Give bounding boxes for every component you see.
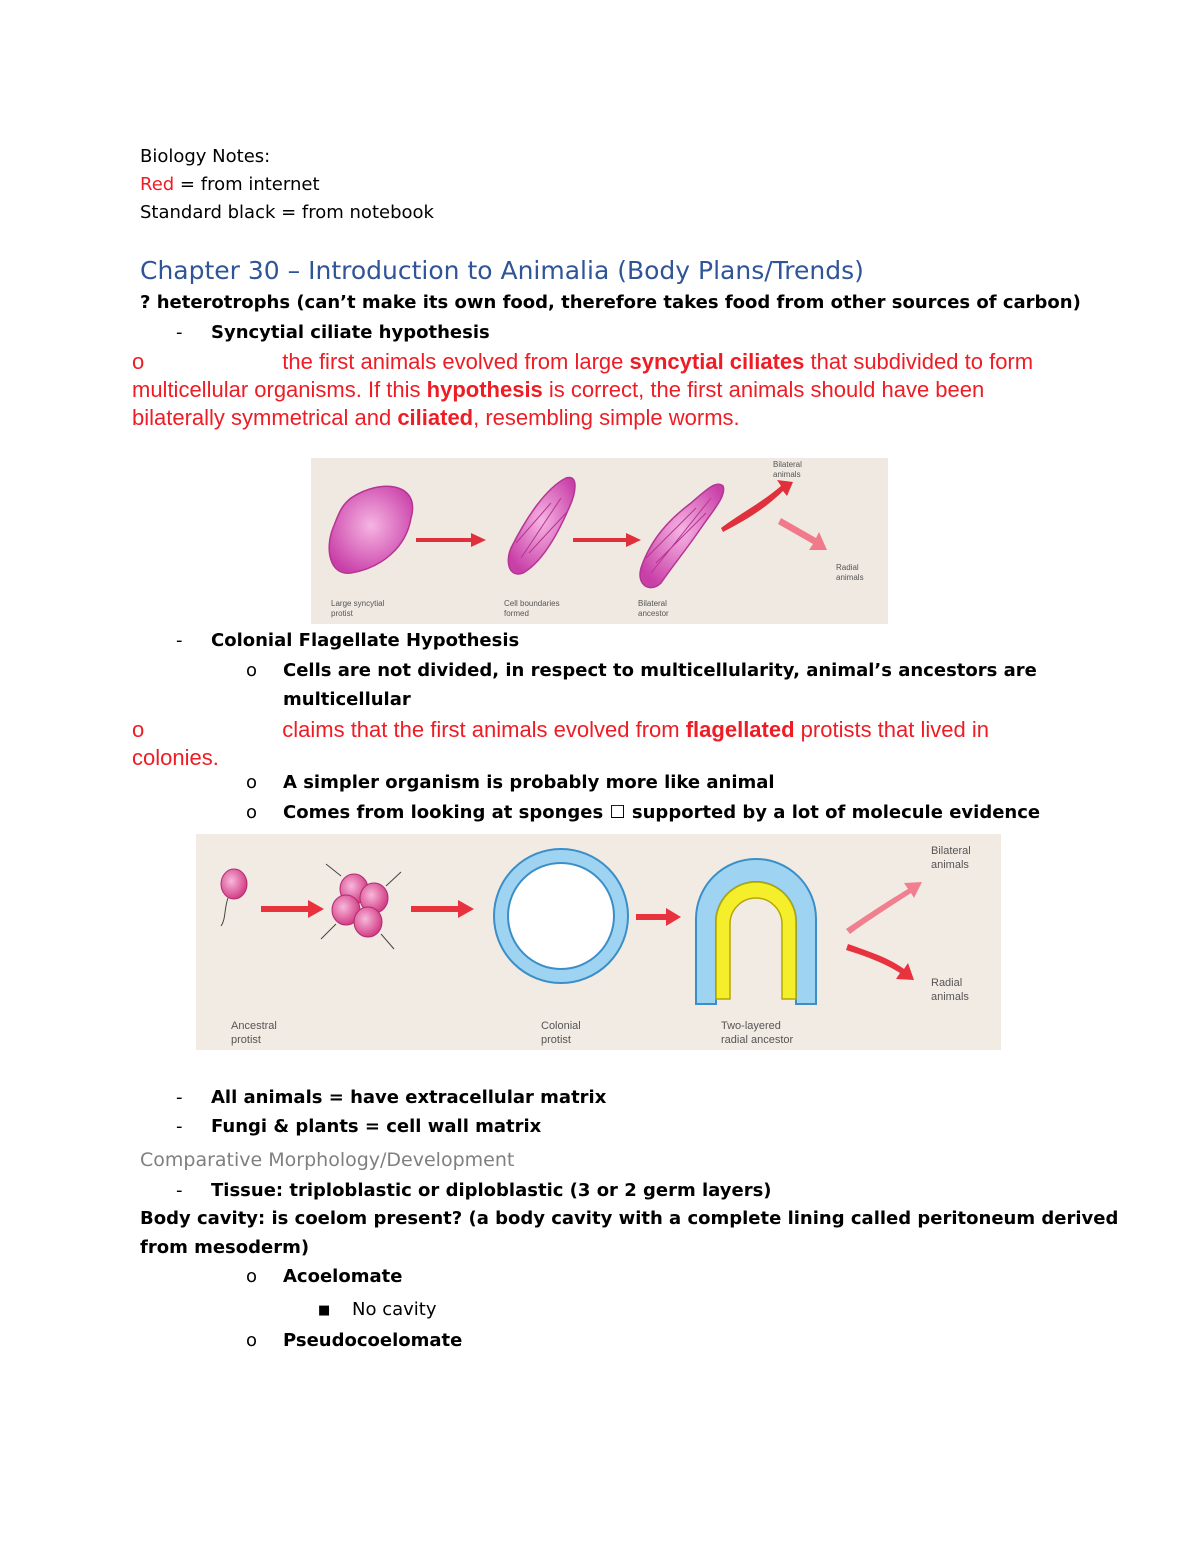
web-text: that subdivided to form multicellular organisms. If this — [132, 349, 1034, 402]
syncytial-title: Syncytial ciliate hypothesis — [211, 322, 490, 343]
colonial-title: Colonial Flagellate Hypothesis — [211, 630, 520, 651]
sub-marker: o — [246, 802, 258, 823]
fig1-label-c1: Bilateral — [638, 599, 667, 608]
fig1-label-b1: Cell boundaries — [504, 599, 560, 608]
web-bold: ciliated — [397, 405, 474, 430]
hollow-sphere-shape — [494, 849, 628, 983]
heterotrophs-line: ? heterotrophs (can’t make its own food, therefore takes food from other sources of carbon) — [140, 292, 1081, 313]
sub-marker: o — [246, 772, 258, 793]
no-cavity-label: No cavity — [352, 1299, 437, 1320]
fig1-label-d2: animals — [773, 470, 801, 479]
fig2-label-a2: protist — [231, 1034, 261, 1046]
fungi-line: Fungi & plants = cell wall matrix — [211, 1116, 542, 1137]
web-text: is correct, the first animals should have been bilaterally symmetrical and — [132, 377, 985, 430]
colonial-point2: A simpler organism is probably more like animal — [283, 772, 775, 793]
web-bold: syncytial ciliates — [629, 349, 805, 374]
colonial-web-paragraph — [132, 716, 1062, 772]
bullet-dash: - — [176, 1116, 183, 1137]
fig1-label-c2: ancestor — [638, 609, 669, 618]
legend-red — [140, 174, 320, 195]
web-bold: hypothesis — [426, 377, 543, 402]
web-text: , resembling simple worms. — [473, 405, 740, 430]
web-text: protists that lived in colonies. — [132, 717, 989, 770]
legend-red-rest: = from internet — [174, 174, 320, 195]
sub-marker: o — [246, 660, 258, 681]
fig1-label-a1: Large syncytial — [331, 599, 385, 608]
web-marker: o — [132, 717, 145, 742]
sub-marker: o — [246, 1330, 258, 1351]
fig1-label-e2: animals — [836, 573, 864, 582]
tissue-line: Tissue: triploblastic or diploblastic (3 or 2 germ layers) — [211, 1180, 772, 1201]
syncytial-web-paragraph — [132, 348, 1062, 432]
fig2-label-d1: Bilateral — [931, 845, 971, 857]
fig2-label-c1: Two-layered — [721, 1020, 781, 1032]
syncytial-figure — [311, 458, 888, 624]
legend-black: Standard black = from notebook — [140, 202, 434, 223]
web-text: claims that the first animals evolved from — [282, 717, 686, 742]
web-bold: flagellated — [685, 717, 795, 742]
bullet-dash: - — [176, 1180, 183, 1201]
colonial-figure — [196, 834, 1001, 1050]
fig1-label-a2: protist — [331, 609, 353, 618]
web-marker: o — [132, 349, 145, 374]
notes-title: Biology Notes: — [140, 146, 271, 167]
all-animals-line: All animals = have extracellular matrix — [211, 1087, 607, 1108]
fig2-label-e1: Radial — [931, 977, 963, 989]
fig2-label-c2: radial ancestor — [721, 1034, 794, 1046]
fig2-label-a1: Ancestral — [231, 1020, 277, 1032]
fig2-label-b2: protist — [541, 1034, 571, 1046]
body-cavity-line: Body cavity: is coelom present? (a body cavity with a complete lining called peritoneum derived — [140, 1208, 1119, 1229]
pseudocoelomate-label: Pseudocoelomate — [283, 1330, 463, 1351]
acoelomate-label: Acoelomate — [283, 1266, 403, 1287]
fig2-label-d2: animals — [931, 859, 969, 871]
colonial-point1b: multicellular — [283, 689, 411, 710]
fig1-label-e1: Radial — [836, 563, 859, 572]
fig1-label-b2: formed — [504, 609, 529, 618]
colonial-point1a: Cells are not divided, in respect to multicellularity, animal’s ancestors are — [283, 660, 1037, 681]
fig2-label-e2: animals — [931, 991, 969, 1003]
legend-red-word: Red — [140, 174, 175, 195]
fig1-label-d1: Bilateral — [773, 460, 802, 469]
chapter-heading: Chapter 30 – Introduction to Animalia (Body Plans/Trends) — [140, 256, 864, 285]
colonial-point3: Comes from looking at sponges ☐ supported by a lot of molecule evidence — [283, 802, 1041, 823]
bullet-dash: - — [176, 1087, 183, 1108]
morphology-heading: Comparative Morphology/Development — [140, 1149, 515, 1171]
square-bullet-icon: ■ — [318, 1303, 331, 1318]
body-cavity-line2: from mesoderm) — [140, 1237, 310, 1258]
ancestral-protist-shape — [221, 869, 247, 899]
fig2-label-b1: Colonial — [541, 1020, 581, 1032]
web-text: the first animals evolved from large — [282, 349, 630, 374]
bullet-dash: - — [176, 322, 183, 343]
sub-marker: o — [246, 1266, 258, 1287]
bullet-dash: - — [176, 630, 183, 651]
